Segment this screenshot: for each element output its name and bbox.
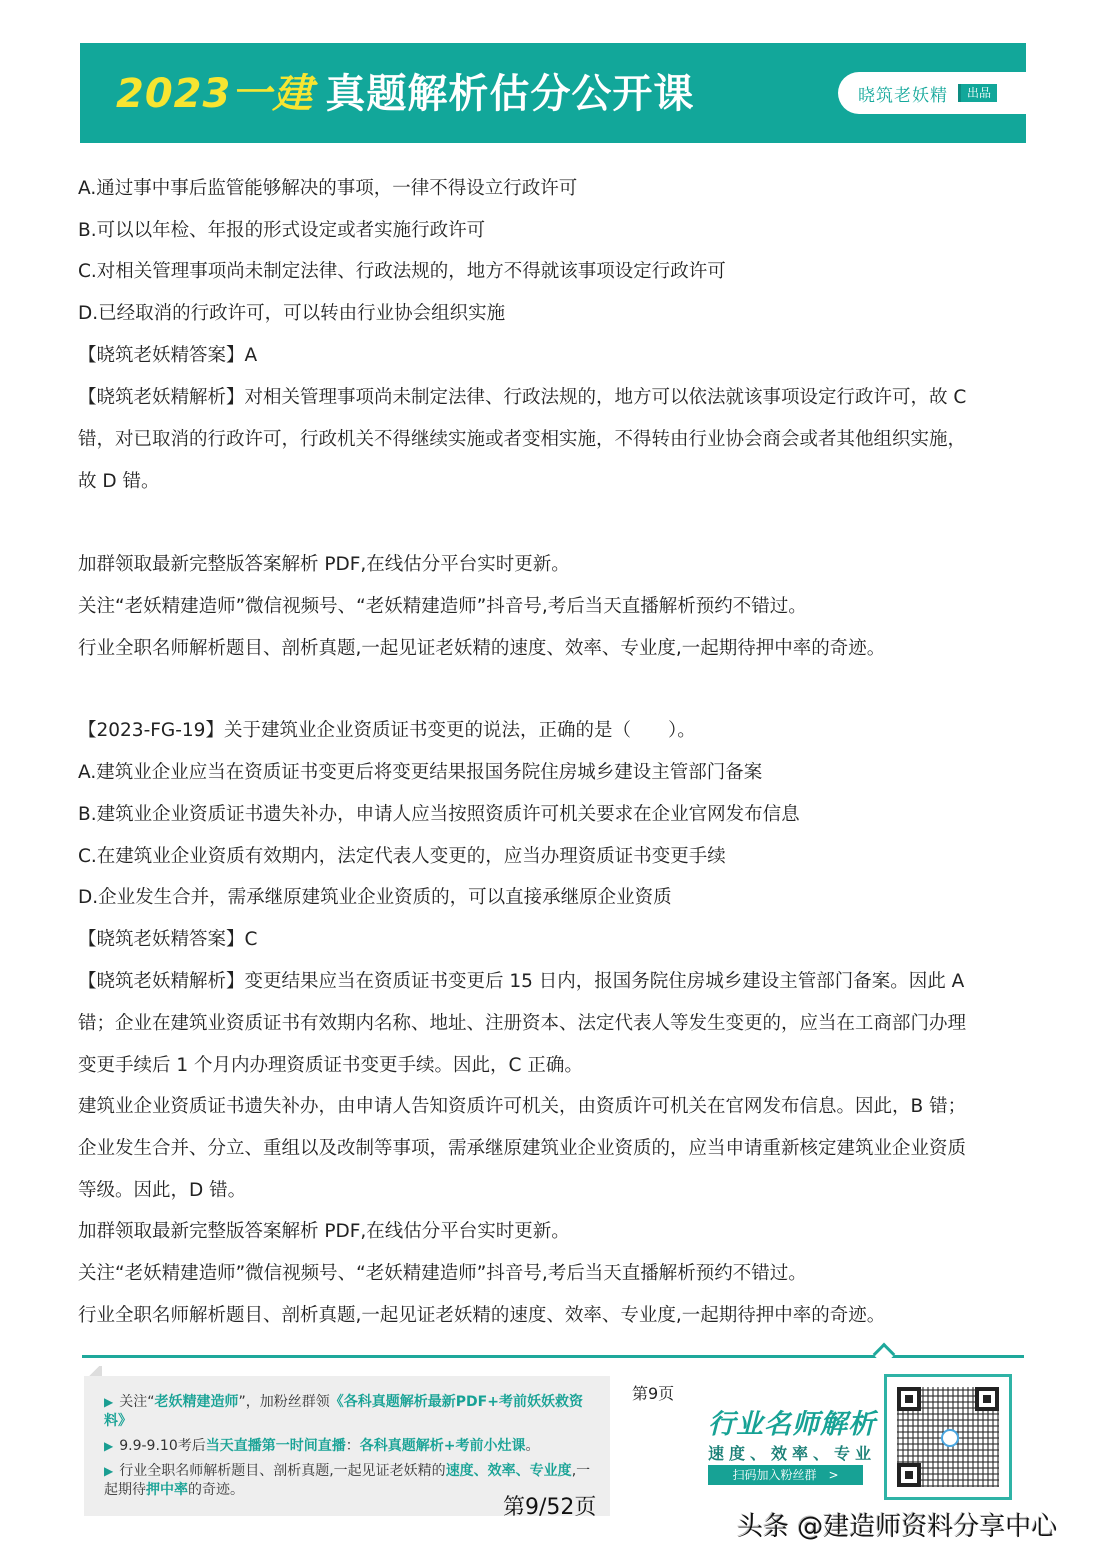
q18-option-b: B.可以以年检、年报的形式设定或者实施行政许可 — [78, 220, 486, 241]
page-indicator-total: 第9/52页 — [503, 1495, 597, 1520]
q19-option-d: D.企业发生合并，需承继原建筑业企业资质的，可以直接承继原企业资质 — [78, 887, 672, 908]
wechat-logo-icon — [941, 1429, 959, 1447]
q18-option-a: A.通过事中事后监管能够解决的事项，一律不得设立行政许可 — [78, 178, 578, 199]
banner-year: 2023一建 — [116, 71, 314, 117]
q19-promo-line: 行业全职名师解析题目、剖析真题,一起见证老妖精的速度、效率、专业度,一起期待押中率的奇迹。 — [78, 1305, 886, 1326]
brand-badge — [838, 72, 1038, 114]
footer-promo-item: ▶ 行业全职名师解析题目、剖析真题,一起见证老妖精的速度、效率、专业度,一起期待押中率的奇迹。 — [104, 1463, 591, 1498]
slogan-subtitle: 速度、效率、专业 — [708, 1444, 877, 1463]
qr-code — [884, 1374, 1012, 1500]
footer-promo-item: ▶ 9.9-9.10考后当天直播第一时间直播：各科真题解析+考前小灶课。 — [104, 1438, 540, 1454]
header-banner — [80, 43, 1026, 143]
q19-promo-line: 关注“老妖精建造师”微信视频号、“老妖精建造师”抖音号,考后当天直播解析预约不错过。 — [78, 1263, 807, 1284]
footer-promo-item: ▶ 关注“老妖精建造师”，加粉丝群领《各科真题解析最新PDF+考前妖妖救资料》 — [104, 1394, 583, 1429]
banner-title — [116, 69, 694, 119]
q19-promo-line: 加群领取最新完整版答案解析 PDF,在线估分平台实时更新。 — [78, 1221, 570, 1242]
q18-analysis-line: 故 D 错。 — [78, 471, 160, 492]
q19-analysis-line: 错；企业在建筑业资质证书有效期内名称、地址、注册资本、法定代表人等发生变更的，应当在工商部门办理 — [78, 1013, 967, 1034]
q19-analysis-line: 变更手续后 1 个月内办理资质证书变更手续。因此，C 正确。 — [78, 1055, 583, 1076]
q19-answer: 【晓筑老妖精答案】C — [78, 929, 258, 950]
triangle-bullet-icon: ▶ — [104, 1395, 114, 1409]
triangle-bullet-icon: ▶ — [104, 1439, 114, 1453]
brand-name: 晓筑老妖精 — [858, 85, 948, 106]
join-fan-group-button[interactable]: 扫码加入粉丝群 > — [708, 1465, 863, 1485]
qr-code-icon — [897, 1387, 999, 1487]
q18-answer: 【晓筑老妖精答案】A — [78, 345, 258, 366]
q19-stem: 【2023-FG-19】关于建筑业企业资质证书变更的说法，正确的是（ ）。 — [78, 720, 696, 741]
q19-analysis-line: 等级。因此，D 错。 — [78, 1180, 247, 1201]
q18-promo-line: 加群领取最新完整版答案解析 PDF,在线估分平台实时更新。 — [78, 554, 570, 575]
qr-finder-icon — [897, 1387, 921, 1411]
slogan-title: 行业名师解析 — [708, 1409, 876, 1440]
q18-analysis-line: 【晓筑老妖精解析】对相关管理事项尚未制定法律、行政法规的，地方可以依法就该事项设定行政许可，故 C — [78, 387, 967, 408]
q18-promo-line: 行业全职名师解析题目、剖析真题,一起见证老妖精的速度、效率、专业度,一起期待押中率的奇迹。 — [78, 638, 886, 659]
triangle-bullet-icon: ▶ — [104, 1464, 114, 1478]
brand-tag: 出品 — [958, 84, 997, 102]
q19-analysis-line: 建筑业企业资质证书遗失补办，由申请人告知资质许可机关，由资质许可机关在官网发布信息。因此，B 错； — [78, 1096, 967, 1117]
footer-notch — [873, 1343, 896, 1366]
q19-analysis-line: 企业发生合并、分立、重组以及改制等事项，需承继原建筑业企业资质的，应当申请重新核定建筑业企业资质 — [78, 1138, 967, 1159]
q18-option-d: D.已经取消的行政许可，可以转由行业协会组织实施 — [78, 303, 506, 324]
q19-option-a: A.建筑业企业应当在资质证书变更后将变更结果报国务院住房城乡建设主管部门备案 — [78, 762, 763, 783]
qr-finder-icon — [975, 1387, 999, 1411]
page-indicator: 第9页 — [632, 1384, 675, 1403]
q18-promo-line: 关注“老妖精建造师”微信视频号、“老妖精建造师”抖音号,考后当天直播解析预约不错过。 — [78, 596, 807, 617]
q19-option-b: B.建筑业企业资质证书遗失补办，申请人应当按照资质许可机关要求在企业官网发布信息 — [78, 804, 800, 825]
source-watermark: 头条 @建造师资料分享中心 — [737, 1512, 1058, 1542]
q19-analysis-line: 【晓筑老妖精解析】变更结果应当在资质证书变更后 15 日内，报国务院住房城乡建设主管部门备案。因此 A — [78, 971, 965, 992]
q18-option-c: C.对相关管理事项尚未制定法律、行政法规的，地方不得就该事项设定行政许可 — [78, 261, 726, 282]
q19-option-c: C.在建筑业企业资质有效期内，法定代表人变更的，应当办理资质证书变更手续 — [78, 846, 726, 867]
qr-finder-icon — [897, 1463, 921, 1487]
q18-analysis-line: 错，对已取消的行政许可，行政机关不得继续实施或者变相实施，不得转由行业协会商会或者其他组织实施， — [78, 429, 967, 450]
banner-course-title: 真题解析估分公开课 — [325, 71, 695, 117]
